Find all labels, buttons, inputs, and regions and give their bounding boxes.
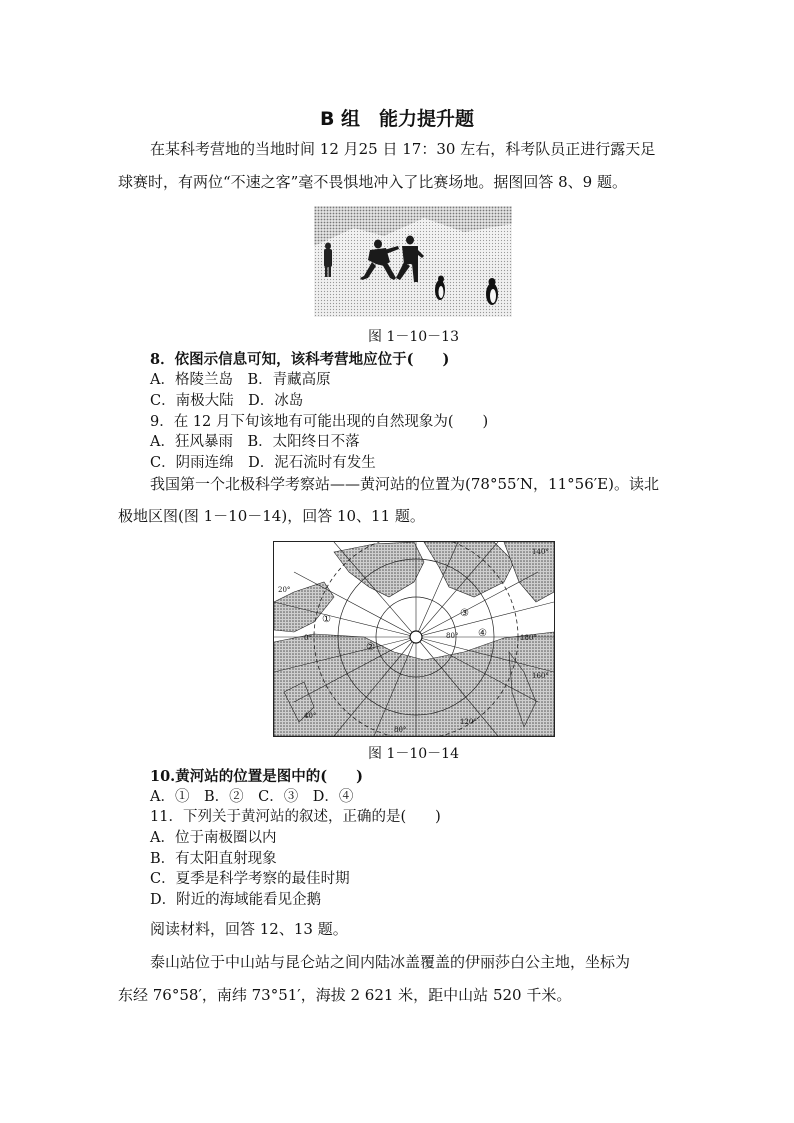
question-10-stem: 10.黄河站的位置是图中的( ) (150, 768, 363, 785)
figure-caption-1-10-14: 图 1－10－14 (368, 746, 459, 762)
map-label-160: 160° (532, 672, 549, 680)
map-label-80b: 80° (394, 726, 407, 734)
question-11-option-c: C．夏季是科学考察的最佳时期 (150, 871, 350, 887)
map-label-0: 0° (304, 634, 312, 642)
question-11-option-d: D．附近的海域能看见企鹅 (150, 892, 322, 908)
intro2-line-2: 极地区图(图 1－10－14)，回答 10、11 题。 (118, 507, 425, 525)
question-10-options: A．① B．② C．③ D．④ (150, 789, 354, 805)
material-line-2: 东经 76°58′，南纬 73°51′，海拔 2 621 米，距中山站 520 千米。 (118, 986, 572, 1004)
map-label-80: 80° (446, 632, 459, 640)
penguin-football-photo (314, 206, 512, 317)
figure-caption-1-10-13: 图 1－10－13 (368, 329, 459, 345)
material-line-1: 泰山站位于中山站与昆仑站之间内陆冰盖覆盖的伊丽莎白公主地，坐标为 (150, 953, 631, 971)
question-11-option-a: A．位于南极圈以内 (150, 830, 277, 846)
map-label-40: 40° (304, 712, 317, 720)
map-marker-1: ① (322, 614, 331, 625)
question-9-options-ab: A．狂风暴雨 B．太阳终日不落 (150, 434, 360, 450)
map-label-180: 180° (520, 634, 537, 642)
arctic-region-map (273, 541, 555, 737)
section-title: B 组 能力提升题 (319, 108, 475, 130)
question-8-stem: 8．依图示信息可知，该科考营地应位于( ) (150, 351, 450, 368)
question-11-stem: 11．下列关于黄河站的叙述，正确的是( ) (150, 809, 441, 825)
question-8-options-ab: A．格陵兰岛 B．青藏高原 (150, 372, 331, 388)
intro-paragraph-line-2: 球赛时，有两位“不速之客”毫不畏惧地冲入了比赛场地。据图回答 8、9 题。 (118, 173, 627, 191)
question-9-stem: 9．在 12 月下旬该地有可能出现的自然现象为( ) (150, 414, 489, 430)
map-marker-2: ② (366, 642, 375, 653)
map-label-20: 20° (278, 586, 291, 594)
map-marker-3: ③ (460, 608, 469, 619)
question-9-options-cd: C．阴雨连绵 D．泥石流时有发生 (150, 455, 376, 471)
map-label-120: 120° (460, 718, 477, 726)
question-11-option-b: B．有太阳直射现象 (150, 851, 277, 867)
intro2-line-1: 我国第一个北极科学考察站——黄河站的位置为(78°55′N，11°56′E)。读北 (150, 475, 659, 493)
question-8-options-cd: C．南极大陆 D．冰岛 (150, 393, 304, 409)
map-marker-4: ④ (478, 628, 487, 639)
map-label-140: 140° (532, 548, 549, 556)
read-prompt: 阅读材料，回答 12、13 题。 (150, 920, 348, 938)
intro-paragraph-line-1: 在某科考营地的当地时间 12 月25 日 17：30 左右，科考队员正进行露天足 (150, 140, 656, 158)
